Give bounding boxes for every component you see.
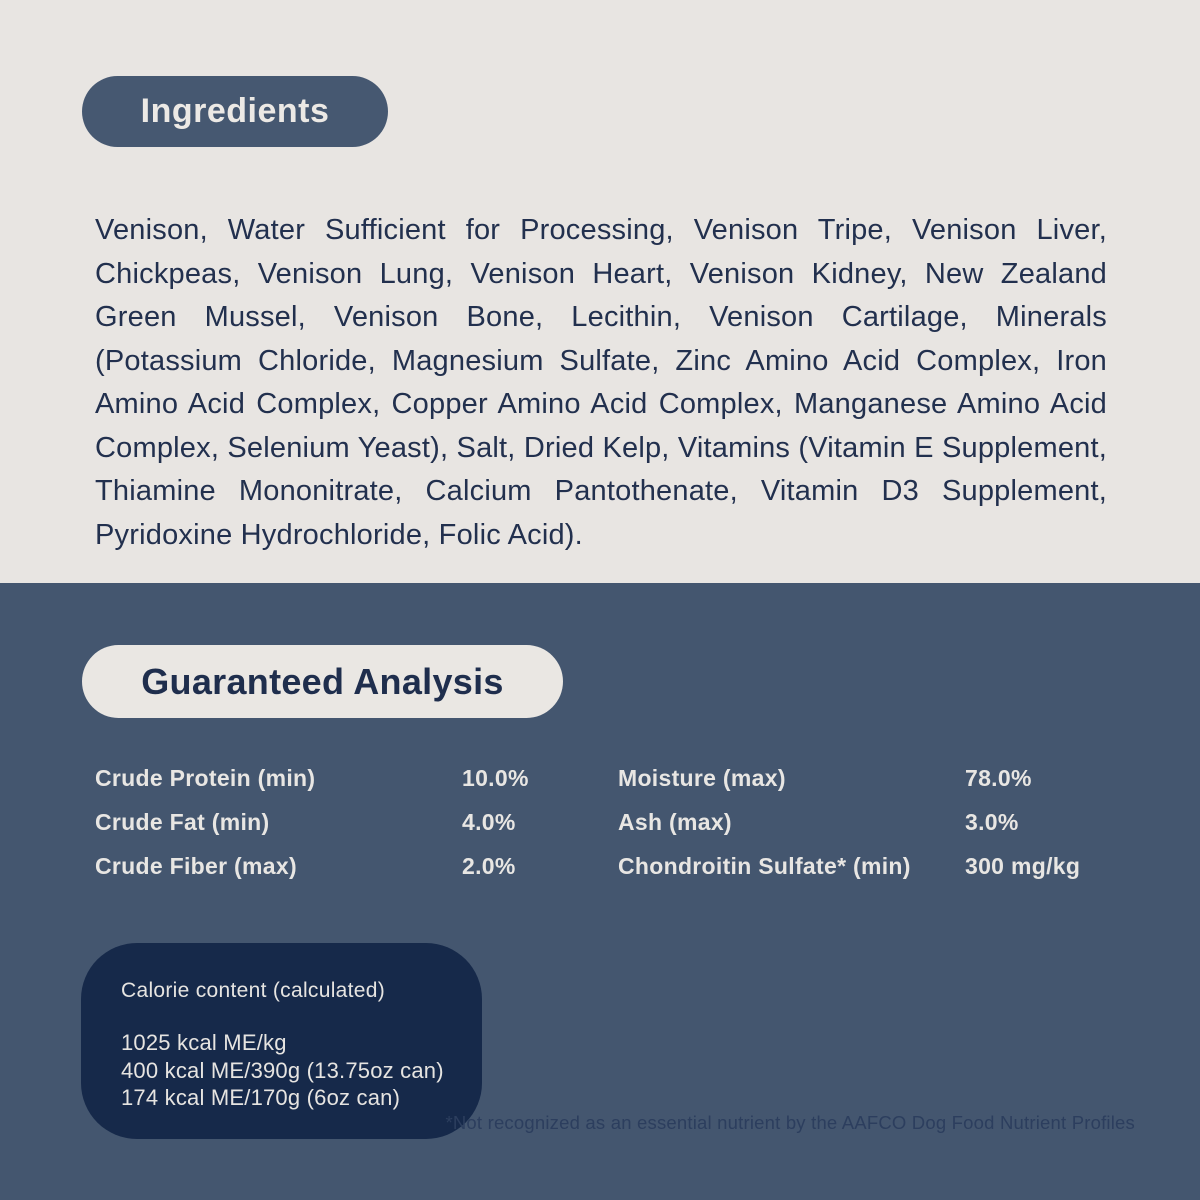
ga-value-crude-fat: 4.0% [462, 809, 516, 835]
guaranteed-analysis-badge [82, 645, 563, 718]
calorie-content-box [81, 943, 482, 1139]
ga-label-crude-fat: Crude Fat (min) [95, 809, 270, 835]
guaranteed-analysis-badge-label: Guaranteed Analysis [141, 660, 504, 702]
ga-value-moisture: 78.0% [965, 765, 1032, 791]
ga-label-moisture: Moisture (max) [618, 765, 786, 791]
calorie-line-small-can: 174 kcal ME/170g (6oz can) [121, 1085, 401, 1110]
ga-label-crude-protein: Crude Protein (min) [95, 765, 316, 791]
ingredients-section [0, 0, 1200, 583]
calorie-content-title: Calorie content (calculated) [121, 979, 386, 1002]
ga-value-crude-protein: 10.0% [462, 765, 529, 791]
ga-label-chondroitin-sulfate: Chondroitin Sulfate* (min) [618, 853, 911, 879]
ga-value-chondroitin-sulfate: 300 mg/kg [965, 853, 1081, 879]
guaranteed-analysis-table [95, 756, 1105, 888]
aafco-footnote: *Not recognized as an essential nutrient by the AAFCO Dog Food Nutrient Profiles [445, 1112, 1135, 1133]
ingredients-text: Venison, Water Sufficient for Processing, Venison Tripe, Venison Liver, Chickpeas, Venison Lung, Venison Heart, Venison Kidney, New Zealand Green Mussel, Venison Bone, Lecithin, Venison Cartilage, Minerals (Potassium Chloride, Magnesium Sulfate, Zinc Amino Acid Complex, Iron Amino Acid Complex, Copper Amino Acid Complex, Manganese Amino Acid Complex, Selenium Yeast), Salt, Dried Kelp, Vitamins (Vitamin E Supplement, Thiamine Mononitrate, Calcium Pantothenate, Vitamin D3 Supplement, Pyridoxine Hydrochloride, Folic Acid). [95, 214, 1107, 551]
ga-label-crude-fiber: Crude Fiber (max) [95, 853, 297, 879]
ingredients-badge [82, 76, 388, 147]
ga-value-crude-fiber: 2.0% [462, 853, 516, 879]
guaranteed-analysis-section [0, 583, 1200, 1200]
ingredients-badge-label: Ingredients [140, 92, 330, 130]
ga-label-ash: Ash (max) [618, 809, 732, 835]
ga-value-ash: 3.0% [965, 809, 1019, 835]
calorie-line-per-kg: 1025 kcal ME/kg [121, 1030, 287, 1055]
calorie-line-large-can: 400 kcal ME/390g (13.75oz can) [121, 1057, 444, 1083]
